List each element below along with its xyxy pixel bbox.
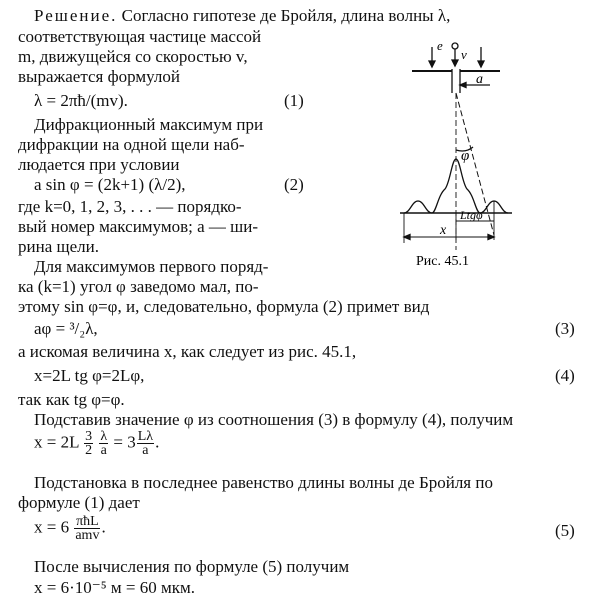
text-line-12: ка (k=1) угол φ заведомо мал, по- [18, 277, 259, 296]
eq5-fraction-2 [99, 430, 108, 457]
label-e: e [437, 38, 443, 53]
equation-2: a sin φ = (2k+1) (λ/2), [34, 175, 186, 194]
eq5-fraction-1 [84, 430, 93, 457]
slit-width-arrowhead [460, 83, 466, 88]
equation-3: aφ = ³/₂λ, [34, 319, 98, 338]
equation-5-number: (5) [555, 521, 575, 540]
eq6-pre: x = 6 [34, 517, 70, 537]
beam-arrowhead-right [478, 61, 484, 67]
text-line-2: соответствующая частице массой [18, 27, 262, 46]
text-line-3: m, движущейся со скоростью v, [18, 47, 248, 66]
figure-caption: Рис. 45.1 [416, 254, 469, 269]
equation-5 [34, 430, 159, 457]
eq5-mid: = 3 [113, 432, 136, 452]
eq6-den: amv [75, 528, 100, 543]
beam-arrowhead-left [429, 61, 435, 67]
eq5-f1-den: 2 [85, 443, 93, 458]
eq6-fraction [74, 515, 100, 542]
label-a: a [476, 72, 483, 87]
text-line-19: После вычисления по формуле (5) получим [34, 557, 350, 576]
text-line-15: так как tg φ=φ. [18, 390, 125, 409]
text-line-6: дифракции на одной щели наб- [18, 135, 245, 154]
text-line-9: вый номер максимумов; a — ши- [18, 217, 258, 236]
text-line-18: формуле (1) дает [18, 493, 140, 512]
text-line-16: Подставив значение φ из соотношения (3) в формулу (4), получим [34, 410, 514, 429]
equation-2-number: (2) [284, 175, 304, 194]
equation-4: x=2L tg φ=2Lφ, [34, 366, 145, 385]
eq5-f2-den: a [100, 443, 107, 458]
text-line-14: а искомая величина x, как следует из рис. 45.1, [18, 342, 357, 361]
text-line-8: где k=0, 1, 2, 3, . . . — порядко- [18, 197, 242, 216]
text-line-11: Для максимумов первого поряд- [34, 257, 269, 276]
eq5-f2-num: λ [100, 429, 108, 444]
figure-45-1 [390, 35, 590, 270]
solution-heading: Решение. [34, 6, 118, 25]
text-line-13: этому sin φ=φ, и, следовательно, формула (2) примет вид [18, 297, 430, 316]
equation-3-number: (3) [555, 319, 575, 338]
eq6-num: πħL [76, 514, 99, 529]
eq5-fraction-3 [137, 430, 154, 457]
equation-1-number: (1) [284, 91, 304, 110]
solution-line-1 [34, 6, 450, 26]
text-line-17: Подстановка в последнее равенство длины волны де Бройля по [34, 473, 493, 492]
label-ltg: Ltgφ [460, 208, 483, 222]
eq6-end: . [101, 517, 106, 537]
eq5-end: . [155, 432, 160, 452]
particle-icon [452, 43, 458, 49]
equation-6 [34, 515, 106, 542]
text-line-7: людается при условии [18, 155, 180, 174]
eq5-f3-num: Lλ [137, 429, 154, 444]
eq5-f3-den: a [142, 443, 149, 458]
text-line-4: выражается формулой [18, 67, 180, 86]
solution-line-1-text: Согласно гипотезе де Бройля, длина волны λ, [117, 6, 451, 25]
x-arrowhead-right [488, 235, 494, 240]
x-arrowhead-left [404, 235, 410, 240]
text-line-10: рина щели. [18, 237, 99, 256]
equation-4-number: (4) [555, 366, 575, 385]
equation-7: x = 6·10⁻⁵ м = 60 мкм. [34, 578, 196, 597]
eq5-pre: x = 2L [34, 432, 79, 452]
label-x: x [440, 223, 447, 238]
label-v: v [461, 47, 467, 62]
velocity-arrowhead [452, 60, 458, 66]
label-phi: φ [461, 148, 470, 164]
equation-1: λ = 2πħ/(mv). [34, 91, 128, 110]
text-line-5: Дифракционный максимум при [34, 115, 264, 134]
eq5-f1-num: 3 [85, 429, 93, 444]
